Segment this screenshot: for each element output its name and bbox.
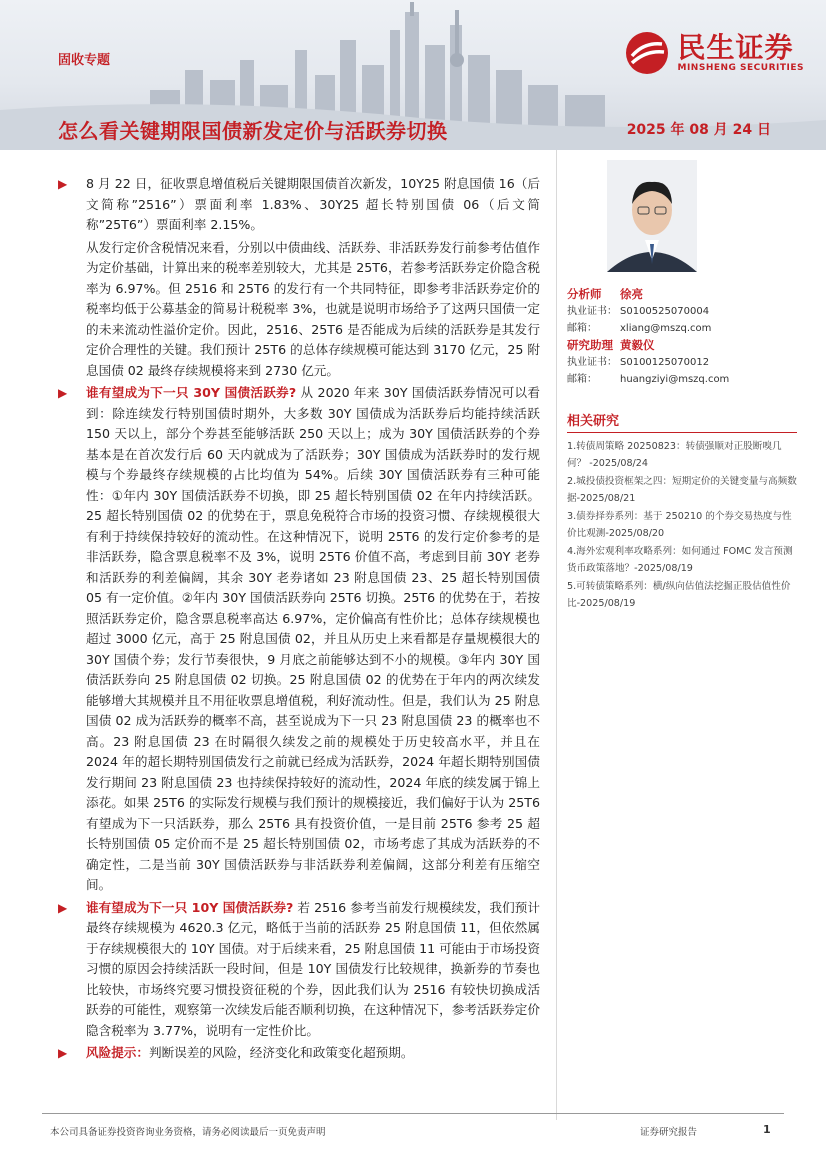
header-banner bbox=[0, 0, 826, 150]
footer-divider bbox=[42, 1113, 784, 1114]
minsheng-logo-icon bbox=[624, 30, 670, 76]
related-research-item[interactable]: 1.转债周策略 20250823：转债强顺对正股断嗅几何？ -2025/08/24 bbox=[567, 441, 782, 469]
report-date: 2025 年 08 月 24 日 bbox=[626, 122, 771, 138]
summary-paragraph: ▶ 8 月 22 日，征收票息增值税后关键期限国债首次新发，10Y25 附息国债 16（后文简称”2516”）票面利率 1.83%、30Y25 超长特别国债 06（后文简称”25T6”）票面利率 2.15%。 bbox=[58, 176, 540, 232]
summary-paragraph: 从发行定价含税情况来看，分别以中债曲线、活跃券、非活跃券发行前参考估值作为定价基础，计算出来的税率差别较大，尤其是 25T6，若参考活跃券定价隐含税率为 6.97%。但 2516 和 25T6 的发行有一个共同特征，即参考非活跃券定价的税率均低于公募基金的简易计税税率 3%，也就是说明市场给予了这两只国债一定的未来流动性溢价定价。因此，2516、25T6 是否能成为后续的活跃券是其发行定价合理性的关键。我们预计 25T6 的总体存续规模可能达到 3170 亿元，25 附息国债 02 最终存续规模将来到 2730 亿元。 bbox=[86, 239, 540, 378]
analyst-email-row: 邮箱： xliang@mszq.com bbox=[567, 320, 797, 337]
analyst-email-row: 邮箱： huangziyi@mszq.com bbox=[567, 371, 797, 388]
risk-warning: ▶ 风险提示：判断误差的风险，经济变化和政策变化超预期。 bbox=[58, 1043, 540, 1064]
related-research-item[interactable]: 4.海外宏观利率攻略系列：如何通过 FOMC 发言预测货币政策落地？-2025/08/19 bbox=[567, 546, 793, 574]
bullet-arrow-icon: ▶ bbox=[58, 1046, 68, 1060]
analyst-cert: S0100525070004 bbox=[620, 306, 710, 317]
bullet-arrow-icon: ▶ bbox=[58, 900, 68, 915]
analyst-row bbox=[567, 337, 797, 354]
analyst-info bbox=[567, 286, 797, 388]
analyst-name: 徐亮 bbox=[620, 287, 643, 301]
related-research-item[interactable]: 3.债券择券系列：基于 250210 的个券交易热度与性价比观测-2025/08/20 bbox=[567, 511, 792, 539]
related-research-list bbox=[567, 438, 797, 612]
analyst-role: 分析师 bbox=[567, 287, 602, 301]
brand-name-cn: 民生证券 bbox=[677, 31, 794, 64]
report-summary bbox=[58, 174, 540, 1066]
sidebar bbox=[567, 160, 797, 612]
footer-report-type: 证券研究报告 bbox=[640, 1127, 698, 1138]
analyst-cert-row: 执业证书： S0100525070004 bbox=[567, 303, 797, 320]
analyst-photo bbox=[607, 160, 697, 272]
analyst-name: 黄毅仪 bbox=[620, 338, 655, 352]
analyst-cert-row: 执业证书： S0100125070012 bbox=[567, 354, 797, 371]
related-research-title: 相关研究 bbox=[567, 410, 797, 433]
bullet-arrow-icon: ▶ bbox=[58, 177, 68, 191]
report-category: 固收专题 bbox=[58, 53, 111, 68]
report-title: 怎么看关键期限国债新发定价与活跃券切换 bbox=[58, 119, 448, 143]
analyst-cert: S0100125070012 bbox=[620, 357, 710, 368]
related-research-item[interactable]: 2.城投债投资框架之四：短期定价的关键变量与高频数据-2025/08/21 bbox=[567, 476, 797, 504]
brand-logo bbox=[624, 30, 805, 76]
related-research-item[interactable]: 5.可转债策略系列：横/纵向估值法挖掘正股估值性价比-2025/08/19 bbox=[567, 581, 791, 609]
analyst-row bbox=[567, 286, 797, 303]
analyst-email[interactable]: xliang@mszq.com bbox=[620, 323, 712, 334]
column-divider bbox=[556, 150, 557, 1120]
paragraph-lead: 谁有望成为下一只 30Y 国债活跃券? bbox=[86, 385, 297, 400]
footer-disclaimer: 本公司具备证券投资咨询业务资格，请务必阅读最后一页免责声明 bbox=[50, 1127, 326, 1138]
summary-paragraph: ▶ 谁有望成为下一只 10Y 国债活跃券? 若 2516 参考当前发行规模续发，我们预计最终存续规模为 4620.3 亿元，略低于当前的活跃券 25 附息国债 11，但依然属于存续规模很大的 10Y 国债。对于后续来看，25 附息国债 11 可能由于市场投资习惯的原因会持续活跃一段时间，但是 10Y 国债发行比较规律，换新券的节奏也比较快，市场终究要习惯投资征税的个券，因此我们认为 2516 有较快切换成活跃券的可能性，观察第一次续发后能否顺利切换，在这种情况下，参考活跃券定价隐含税率为 3.77%，说明有一定性价比。 bbox=[58, 899, 540, 1038]
paragraph-lead: 谁有望成为下一只 10Y 国债活跃券? bbox=[86, 899, 294, 915]
paragraph-lead: 风险提示： bbox=[86, 1045, 149, 1060]
page-number: 1 bbox=[763, 1123, 771, 1136]
bullet-arrow-icon: ▶ bbox=[58, 386, 68, 400]
analyst-role: 研究助理 bbox=[567, 338, 613, 352]
brand-name-en: MINSHENG SECURITIES bbox=[677, 63, 804, 73]
analyst-email[interactable]: huangziyi@mszq.com bbox=[620, 374, 730, 385]
summary-paragraph: ▶ 谁有望成为下一只 30Y 国债活跃券? 从 2020 年来 30Y 国债活跃券情况可以看到：除连续发行特别国债时期外，大多数 30Y 国债成为活跃券后均能持续活跃 150 天以上，部分个券甚至能够活跃 250 天以上；成为 30Y 国债活跃券的个券基本是在首次发行后 60 天内就成为了活跃券；30Y 国债成为活跃券时的发行规模与个券最终存续规模的占比均值为 54%。后续 30Y 国债活跃券有三种可能性：①年内 30Y 国债活跃券不切换，即 25 超长特别国债 02 在年内持续活跃。25 超长特别国债 02 的优势在于，票息免税符合市场的投资习惯、存续规模很大有利于持续保持较好的流动性。在这种情况下，说明 25T6 的发行定价参考的是非活跃券，隐含票息税率不及 3%，说明 25T6 价值不高，考虑到目前 30Y 老券和活跃券的利差偏阔，其余 30Y 老券诸如 23 附息国债 23、25 超长特别国债 05 有一定价值。②年内 30Y 国债活跃券向 25T6 切换。25T6 的优势在于，若按照活跃券定价，隐含票息税率高达 6.97%，定价偏高有性价比；总体存续规模也超过 3000 亿元，高于 25 附息国债 02，并且从历史上来看都是存量规模很大的 30Y 国债个券；发行节奏很快，9 月底之前能够达到不小的规模。③年内 30Y 国债活跃券向 25 附息国债 02 切换。25 附息国债 02 的优势在于年内的两次续发能够增大其规模并且不用征收票息增值税，利好流动性。但是，我们认为 25 附息国债 02 成为活跃券的概率不高，甚至说成为下一只 23 附息国债 23 的概率也不高。23 附息国债 23 在时隔很久续发之前的规模处于历史较高水平，并且在 2024 年的超长期特别国债发行之前就已经成为活跃券，2024 年超长期特别国债发行期间 23 附息国债 23 也持续保持较好的流动性，2024 年底的续发属于锦上添花。如果 25T6 的实际发行规模与我们预计的规模接近，我们偏好于认为 25T6 有望成为下一只活跃券，那么 25T6 具有投资价值，一是目前 25T6 参考 25 超长特别国债 05 定价而不是 25 超长特别国债 02，市场考虑了其成为活跃券的不确定性，二是当前 30Y 国债活跃券与非活跃券利差偏阔，这部分利差有压缩空间。 bbox=[58, 385, 540, 892]
